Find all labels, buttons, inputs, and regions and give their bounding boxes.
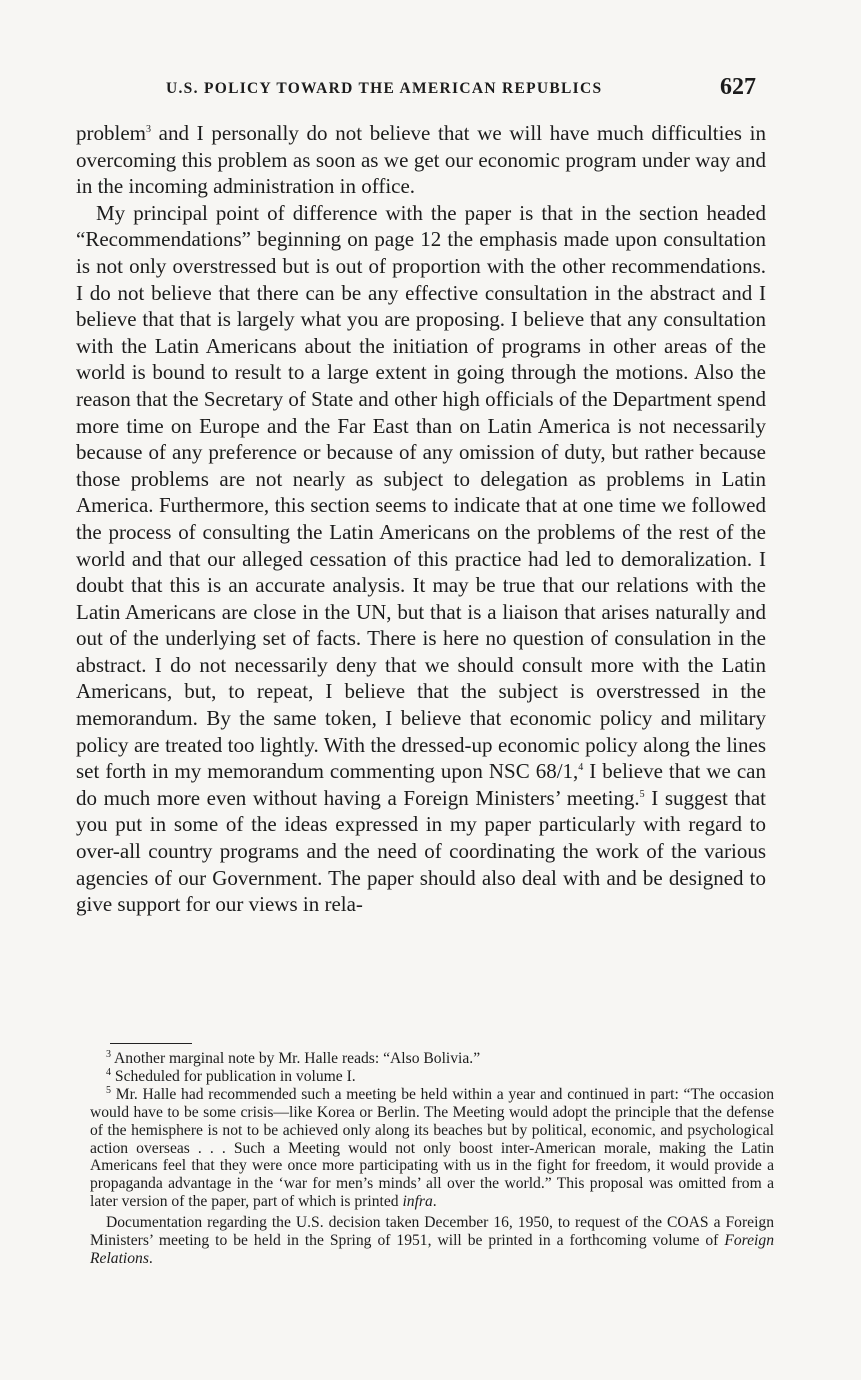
footnote-text: Mr. Halle had recommended such a meeting be held within a year and continued in part: “The occasion would have to be some crisis—like Korea or Berlin. The Meeting would adopt the principle that the defense of the hemisphere is not to be achieved only along its beaches but by political, economic, and psychological action overseas . . . Such a Meeting would not only boost inter-American morale, making the Latin Americans feel that they were once more participating with us in the fight for freedom, it would provide a propaganda advantage in the ‘war for men’s minds’ all over the world.” This proposal was omitted from a later version of the paper, part of which is printed bbox=[90, 1085, 774, 1211]
footnotes bbox=[90, 1050, 774, 1268]
footnote-rule bbox=[110, 1043, 192, 1044]
footnote-3 bbox=[90, 1050, 774, 1068]
footnote-ref-4: 4 bbox=[578, 762, 584, 774]
paragraph-text: My principal point of difference with the paper is that in the section headed “Recommendations” beginning on page 12 the emphasis made upon consultation is not only overstressed but is out of proportion with the other recommendations. I do not believe that there can be any effective consultation in the abstract and I believe that that is largely what you are proposing. I believe that any consultation with the Latin Americans about the initiation of programs in other areas of the world is bound to result to a large extent in going through the motions. Also the reason that the Secretary of State and other high officials of the Department spend more time on Europe and the Far East than on Latin America is not necessarily because of any preference or because of any omission of duty, but rather because those problems are not nearly as subject to delegation as problems in Latin America. Furthermore, this section seems to indicate that at one time we followed the process of consulting the Latin Americans on the problems of the rest of the world and that our alleged cessation of this practice had led to demoralization. I doubt that this is an accurate analysis. It may be true that our relations with the Latin Americans are close in the UN, but that is a liaison that arises naturally and out of the underlying set of facts. There is here no question of consulation in the abstract. I do not necessarily deny that we should consult more with the Latin Americans, but, to repeat, I believe that the subject is overstressed in the memorandum. By the same token, I believe that economic policy and military policy are treated too lightly. With the dressed-up economic policy along the lines set forth in my memorandum commenting upon NSC 68/1, bbox=[76, 200, 766, 784]
footnote-text: . bbox=[432, 1193, 437, 1211]
paragraph-text: and I personally do not believe that we will have much difficulties in overcoming this problem as soon as we get our economic program under way and in the incoming administration in office. bbox=[76, 121, 766, 199]
paragraph-text: I suggest that you put in some of the ideas expressed in my paper particularly with regard to over-all country programs and the need of coordinating the work of the various agencies of our Government. The paper should also deal with and be designed to give support for our views in rela- bbox=[76, 785, 766, 917]
body-text bbox=[76, 120, 766, 918]
page-number: 627 bbox=[720, 74, 756, 100]
footnote-4 bbox=[90, 1068, 774, 1086]
footnote-documentation bbox=[90, 1214, 774, 1268]
paragraph-text: I believe that we can do much more even without having a Foreign Ministers’ meeting. bbox=[76, 759, 766, 810]
footnote-italic: infra bbox=[402, 1193, 433, 1211]
footnote-mark: 5 bbox=[106, 1084, 111, 1096]
footnote-ref-5: 5 bbox=[639, 788, 645, 800]
footnote-5 bbox=[90, 1086, 774, 1211]
running-title: U.S. POLICY TOWARD THE AMERICAN REPUBLICS bbox=[166, 80, 603, 97]
paragraph-continuation bbox=[76, 120, 766, 200]
footnote-mark: 3 bbox=[106, 1048, 111, 1060]
footnote-text: Documentation regarding the U.S. decision taken December 16, 1950, to request of the COAS a Foreign Ministers’ meeting to be held in the Spring of 1951, will be printed in a forthcoming volume of bbox=[90, 1214, 774, 1250]
paragraph-text: problem bbox=[76, 121, 146, 145]
page-header bbox=[160, 74, 756, 108]
footnote-text: . bbox=[148, 1249, 153, 1267]
paragraph-principal-difference bbox=[76, 200, 766, 918]
footnote-text: Scheduled for publication in volume I. bbox=[111, 1067, 356, 1085]
footnote-ref-3: 3 bbox=[145, 124, 151, 135]
footnote-mark: 4 bbox=[106, 1066, 111, 1078]
footnote-text: Another marginal note by Mr. Halle reads: “Also Bolivia.” bbox=[111, 1050, 481, 1067]
publication-title: Foreign Relations bbox=[90, 1232, 774, 1267]
